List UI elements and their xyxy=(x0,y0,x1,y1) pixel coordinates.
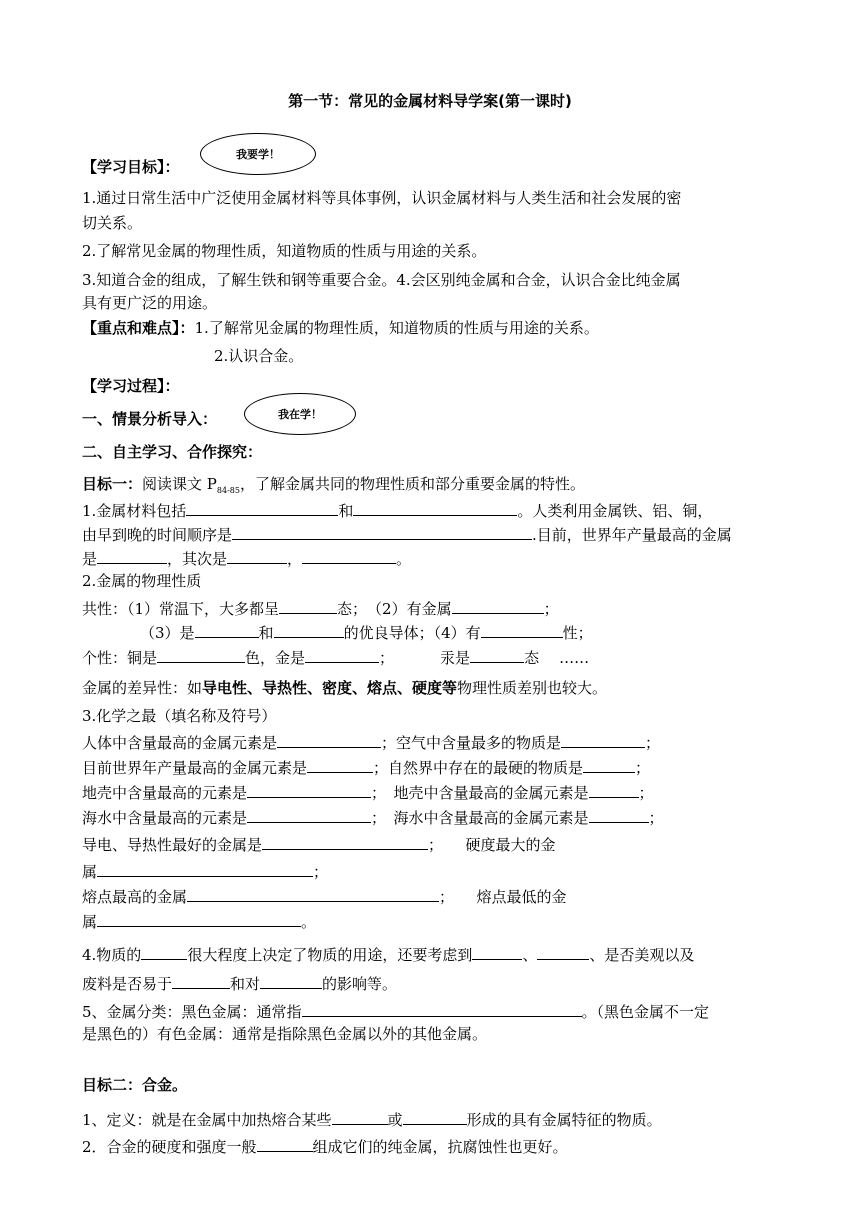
superlative-line xyxy=(82,860,328,882)
goal2-text: 2．合金的硬度和强度一般 xyxy=(82,1138,257,1156)
q1-line xyxy=(82,499,712,521)
q2-text: 共性：（1）常温下，大多都呈 xyxy=(82,600,280,618)
speech-bubble-wo-yao-xue xyxy=(200,133,316,175)
q1-line xyxy=(82,547,411,569)
q5-text: 。（黑色金属不一定 xyxy=(581,1003,710,1021)
common-props-line xyxy=(140,621,593,643)
answer-blank[interactable] xyxy=(305,646,379,663)
process-heading: 【学习过程】： xyxy=(82,377,180,395)
goal1-text: 阅读课文 P xyxy=(142,475,217,493)
q5-line xyxy=(82,1000,709,1022)
q3-text: 导电、导热性最好的金属是 xyxy=(82,836,263,854)
bold-props: 导电性、导热性、密度、熔点、硬度等 xyxy=(202,679,458,697)
q2-heading: 2.金属的物理性质 xyxy=(82,572,202,590)
keypoint-2: 2.认识合金。 xyxy=(214,347,304,365)
q2-text: （3）是 xyxy=(140,624,195,642)
answer-blank[interactable] xyxy=(472,943,522,960)
page-title: 第一节：常见的金属材料导学案(第一课时) xyxy=(288,92,572,110)
answer-blank[interactable] xyxy=(279,597,337,614)
goal2-text: 组成它们的纯金属，抗腐蚀性也更好。 xyxy=(312,1138,568,1156)
q3-text: ； 地壳中含量最高的金属元素是 xyxy=(371,784,589,802)
q1-text: .目前，世界年产量最高的金属 xyxy=(532,526,732,544)
answer-blank[interactable] xyxy=(589,806,649,823)
q2-text: 个性：铜是 xyxy=(82,649,158,667)
q3-text: 熔点最高的金属 xyxy=(82,888,188,906)
q2-text: ； xyxy=(379,649,395,667)
answer-blank[interactable] xyxy=(307,756,373,773)
q2-text: 汞是 xyxy=(440,649,471,667)
goal2-heading: 目标二：合金。 xyxy=(82,1076,188,1094)
answer-blank[interactable] xyxy=(302,1000,582,1017)
goal1-intro xyxy=(82,474,585,501)
q1-text: 和 xyxy=(338,502,354,520)
goal2-line xyxy=(82,1108,662,1130)
goal2-text: 形成的具有金属特征的物质。 xyxy=(466,1111,662,1129)
diff-line xyxy=(82,678,607,698)
answer-blank[interactable] xyxy=(187,885,439,902)
speech-bubble-wo-zai-xue xyxy=(244,393,356,435)
q3-text: ； 硬度最大的金 xyxy=(428,836,556,854)
q3-text: ； xyxy=(638,784,654,802)
answer-blank[interactable] xyxy=(403,1108,467,1125)
page-range: 84-85 xyxy=(216,486,240,495)
q1-text: 由早到晚的时间顺序是 xyxy=(82,526,233,544)
answer-blank[interactable] xyxy=(97,547,167,564)
bubble-label: 我在学！ xyxy=(278,408,322,421)
superlative-line xyxy=(82,731,660,753)
answer-blank[interactable] xyxy=(186,499,338,516)
q2-text: 金属的差异性：如 xyxy=(82,679,203,697)
answer-blank[interactable] xyxy=(262,833,428,850)
q2-text: 性； xyxy=(562,624,593,642)
goal1-label: 目标一： xyxy=(82,475,143,493)
q4-text: 的影响等。 xyxy=(322,975,398,993)
goal2-text: 1、定义：就是在金属中加热熔合某些 xyxy=(82,1111,332,1129)
answer-blank[interactable] xyxy=(141,943,187,960)
q3-text: 属 xyxy=(82,863,98,881)
q3-text: 海水中含量最高的元素是 xyxy=(82,809,248,827)
section-2-heading: 二、自主学习、合作探究： xyxy=(82,443,263,461)
answer-blank[interactable] xyxy=(97,910,301,927)
q3-text: ； xyxy=(313,863,329,881)
superlative-line xyxy=(82,833,556,855)
answer-blank[interactable] xyxy=(157,646,245,663)
q1-text: 1.金属材料包括 xyxy=(82,502,187,520)
q3-text: ；自然界中存在的最硬的物质是 xyxy=(373,759,584,777)
q3-text: ； xyxy=(645,734,661,752)
objective-line: 1.通过日常生活中广泛使用金属材料等具体事例，认识金属材料与人类生活和社会发展的密 xyxy=(82,189,682,207)
q2-text: …… xyxy=(559,649,590,667)
objectives-heading: 【学习目标】： xyxy=(82,158,180,176)
goal2-text: 或 xyxy=(387,1111,403,1129)
answer-blank[interactable] xyxy=(589,781,639,798)
answer-blank[interactable] xyxy=(481,621,563,638)
answer-blank[interactable] xyxy=(247,806,371,823)
individual-props-line xyxy=(82,646,589,668)
answer-blank[interactable] xyxy=(232,523,532,540)
objective-line: 具有更广泛的用途。 xyxy=(82,294,218,312)
q2-text: 态； （2）有金属 xyxy=(337,600,452,618)
answer-blank[interactable] xyxy=(172,972,230,989)
q4-text: 很大程度上决定了物质的用途，还要考虑到 xyxy=(187,946,473,964)
answer-blank[interactable] xyxy=(332,1108,388,1125)
answer-blank[interactable] xyxy=(227,547,287,564)
q2-text: 和 xyxy=(258,624,274,642)
q1-text: ， xyxy=(287,550,303,568)
q5-line: 是黑色的）有色金属：通常是指除黑色金属以外的其他金属。 xyxy=(82,1025,488,1043)
superlative-line xyxy=(82,806,664,828)
section-1-heading: 一、情景分析导入： xyxy=(82,410,218,428)
superlative-line xyxy=(82,910,316,932)
q1-text: ，其次是 xyxy=(167,550,228,568)
answer-blank[interactable] xyxy=(97,860,313,877)
answer-blank[interactable] xyxy=(195,621,259,638)
q3-text: 人体中含量最高的金属元素是 xyxy=(82,734,278,752)
q3-text: ；空气中含量最多的物质是 xyxy=(381,734,562,752)
q4-line xyxy=(82,972,397,994)
q4-line xyxy=(82,943,694,965)
bubble-label: 我要学！ xyxy=(236,148,280,161)
answer-blank[interactable] xyxy=(561,731,645,748)
q4-text: 、是否美观以及 xyxy=(589,946,695,964)
q3-text: ； xyxy=(635,759,651,777)
superlative-line xyxy=(82,756,650,778)
q1-text: 是 xyxy=(82,550,98,568)
q3-text: 属 xyxy=(82,913,98,931)
keypoints-heading: 【重点和难点】： xyxy=(82,319,195,337)
goal2-line xyxy=(82,1135,568,1157)
q1-text: 。人类利用金属铁、铝、铜， xyxy=(517,502,713,520)
answer-blank[interactable] xyxy=(302,547,396,564)
objective-line: 3.知道合金的组成，了解生铁和钢等重要合金。4.会区别纯金属和合金，认识合金比纯金属 xyxy=(82,271,681,289)
keypoint-1: 1.了解常见金属的物理性质，知道物质的性质与用途的关系。 xyxy=(194,319,599,337)
q3-text: 地壳中含量最高的元素是 xyxy=(82,784,248,802)
q4-text: 和对 xyxy=(230,975,261,993)
q3-text: ； 熔点最低的金 xyxy=(439,888,567,906)
answer-blank[interactable] xyxy=(537,943,589,960)
answer-blank[interactable] xyxy=(452,597,544,614)
answer-blank[interactable] xyxy=(257,1135,313,1152)
objective-line: 切关系。 xyxy=(82,214,143,232)
answer-blank[interactable] xyxy=(353,499,517,516)
q4-text: 、 xyxy=(522,946,538,964)
q3-text: 。 xyxy=(301,913,317,931)
q4-text: 废料是否易于 xyxy=(82,975,173,993)
superlative-line xyxy=(82,885,567,907)
q3-text: ； 海水中含量最高的金属元素是 xyxy=(371,809,589,827)
q3-heading: 3.化学之最（填名称及符号） xyxy=(82,707,277,725)
answer-blank[interactable] xyxy=(470,646,524,663)
answer-blank[interactable] xyxy=(260,972,322,989)
q1-line xyxy=(82,523,732,545)
q4-text: 4.物质的 xyxy=(82,946,142,964)
common-props-line xyxy=(82,597,559,619)
q2-text: 物理性质差别也较大。 xyxy=(457,679,608,697)
objective-line: 2.了解常见金属的物理性质，知道物质的性质与用途的关系。 xyxy=(82,242,487,260)
goal1-text: ，了解金属共同的物理性质和部分重要金属的特性。 xyxy=(239,475,585,493)
q3-text: ； xyxy=(648,809,664,827)
q2-text: 色，金是 xyxy=(245,649,306,667)
q5-text: 5、金属分类：黑色金属：通常指 xyxy=(82,1003,302,1021)
answer-blank[interactable] xyxy=(274,621,344,638)
superlative-line xyxy=(82,781,654,803)
q2-text: ； xyxy=(543,600,559,618)
q2-text: 的优良导体；（4）有 xyxy=(343,624,481,642)
q1-text: 。 xyxy=(396,550,412,568)
q2-text: 态 xyxy=(524,649,540,667)
q3-text: 目前世界年产量最高的金属元素是 xyxy=(82,759,308,777)
keypoints-line-1 xyxy=(82,318,599,338)
answer-blank[interactable] xyxy=(583,756,635,773)
answer-blank[interactable] xyxy=(277,731,381,748)
answer-blank[interactable] xyxy=(247,781,371,798)
